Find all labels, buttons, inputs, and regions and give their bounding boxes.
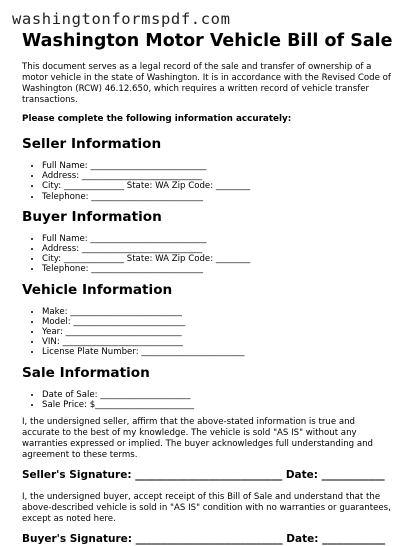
document-title: Washington Motor Vehicle Bill of Sale (22, 31, 393, 51)
seller-full-name-field[interactable]: • Full Name: ___________________________ (42, 161, 394, 171)
seller-affirmation-paragraph: I, the undersigned seller, affirm that the above-stated information is true and accurate to the best of my knowledge. The vehicle is sold "AS IS" without any warranties expressed or implied. The buyer acknowledges full understanding and agreement to these terms. (22, 417, 374, 461)
buyer-heading: Buyer Information (22, 208, 162, 225)
vehicle-field-list (22, 307, 394, 358)
sale-date-field[interactable]: • Date of Sale: _____________________ (42, 390, 394, 400)
sale-field-list (22, 390, 394, 410)
buyer-telephone-field[interactable]: • Telephone: __________________________ (42, 264, 394, 274)
seller-city-state-zip-field[interactable]: • City: ______________ State: WA Zip Code: ________ (42, 181, 394, 191)
buyer-field-list (22, 234, 394, 275)
vehicle-license-plate-field[interactable]: • License Plate Number: ________________________ (42, 347, 394, 357)
vehicle-model-field[interactable]: • Model: __________________________ (42, 317, 394, 327)
seller-address-field[interactable]: • Address: ____________________________ (42, 171, 394, 181)
vehicle-year-field[interactable]: • Year: ___________________________ (42, 327, 394, 337)
vehicle-heading: Vehicle Information (22, 281, 173, 298)
seller-heading: Seller Information (22, 136, 162, 152)
vehicle-make-field[interactable]: • Make: __________________________ (42, 307, 394, 317)
seller-field-list (22, 161, 394, 202)
sale-price-field[interactable]: • Sale Price: $_______________________ (42, 400, 394, 410)
buyer-acceptance-paragraph: I, the undersigned buyer, accept receipt of this Bill of Sale and understand that the above-described vehicle is sold in "AS IS" condition with no warranties or guarantees, except as noted here. (22, 492, 391, 525)
site-watermark: washingtonformspdf.com (12, 10, 231, 28)
instruction-text: Please complete the following information accurately: (22, 114, 292, 124)
seller-signature-line[interactable]: Seller's Signature: ____________________________ Date: ____________ (22, 469, 385, 482)
intro-paragraph: This document serves as a legal record of the sale and transfer of ownership of a motor vehicle in the state of Washington. It is in accordance with the Revised Code of Washington (RCW) 46.12.650, which requires a written record of vehicle transfer transactions. (22, 62, 391, 105)
buyer-signature-line[interactable]: Buyer's Signature: ____________________________ Date: ____________ (22, 533, 386, 546)
sale-heading: Sale Information (22, 364, 150, 381)
vehicle-vin-field[interactable]: • VIN: ____________________________ (42, 337, 394, 347)
buyer-city-state-zip-field[interactable]: • City: ______________ State: WA Zip Code: ________ (42, 254, 394, 264)
seller-telephone-field[interactable]: • Telephone: __________________________ (42, 192, 394, 202)
buyer-address-field[interactable]: • Address: ____________________________ (42, 244, 394, 254)
buyer-full-name-field[interactable]: • Full Name: ___________________________ (42, 234, 394, 244)
